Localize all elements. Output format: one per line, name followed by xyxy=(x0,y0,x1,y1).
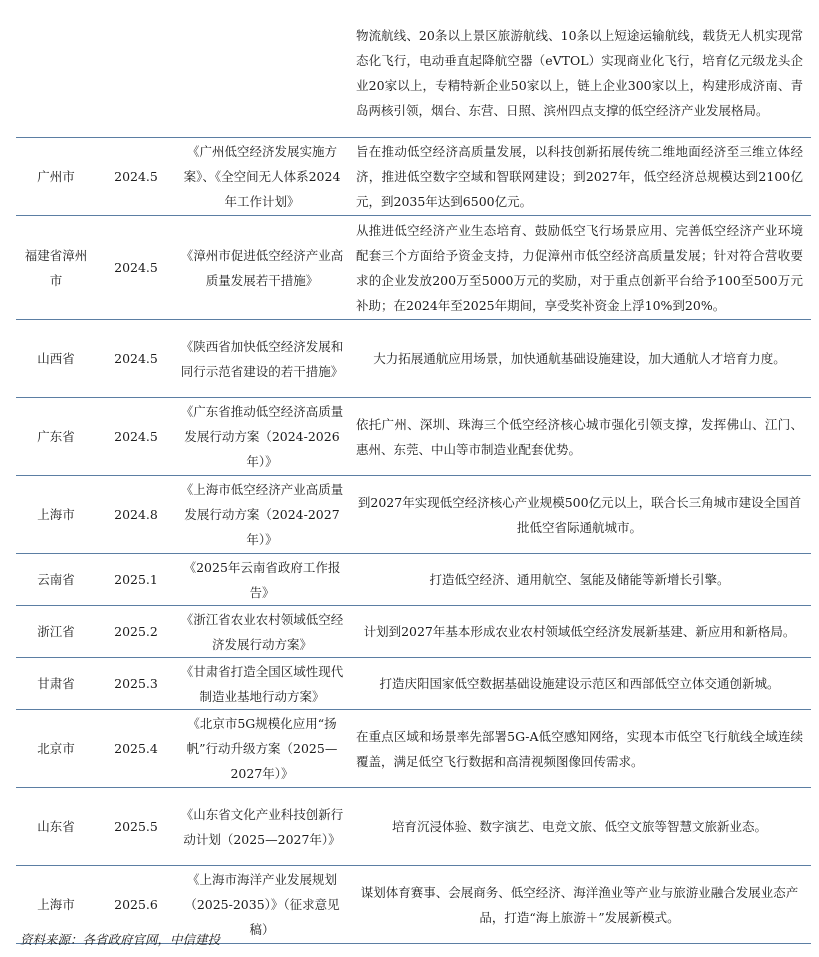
policy-content-cell: 打造庆阳国家低空数据基础设施建设示范区和西部低空立体交通创新城。 xyxy=(379,676,780,691)
policy-name-cell: 《浙江省农业农村领域低空经济发展行动方案》 xyxy=(180,611,344,652)
table-row xyxy=(16,8,811,138)
region-cell: 上海市 xyxy=(37,897,75,912)
date-cell: 2025.6 xyxy=(114,897,158,912)
policy-content-cell: 谋划体育赛事、会展商务、低空经济、海洋渔业等产业与旅游业融合发展业态产品，打造“海上旅游＋”发展新模式。 xyxy=(360,884,799,925)
date-cell: 2025.4 xyxy=(114,741,158,756)
source-note: 资料来源：各省政府官网，中信建投 xyxy=(20,932,221,947)
table-row xyxy=(16,398,811,476)
policy-content-cell: 从推进低空经济产业生态培育、鼓励低空飞行场景应用、完善低空经济产业环境配套三个方面给予资金支持，力促漳州市低空经济高质量发展；针对符合营收要求的企业发放200万至5000万元的奖励，对于重点创新平台给予100至500万元补助；在2024年至2025年期间，享受奖补资金上浮10%到20%。 xyxy=(356,222,803,313)
policy-name-cell: 《上海市海洋产业发展规划（2025-2035）》（征求意见稿） xyxy=(184,872,340,937)
region-cell: 福建省漳州市 xyxy=(24,247,88,288)
date-cell: 2025.2 xyxy=(114,624,158,639)
region-cell: 广州市 xyxy=(37,169,75,184)
table-row xyxy=(16,320,811,398)
policy-name-cell: 《广东省推动低空经济高质量发展行动方案（2024-2026年）》 xyxy=(180,404,344,469)
policy-content-cell: 到2027年实现低空经济核心产业规模500亿元以上，联合长三角城市建设全国首批低空省际通航城市。 xyxy=(357,494,802,535)
table-row xyxy=(16,710,811,788)
policy-table xyxy=(16,8,811,944)
policy-content-cell: 旨在推动低空经济高质量发展，以科技创新拓展传统二维地面经济至三维立体经济，推进低空数字空域和智联网建设；到2027年，低空经济总规模达到2100亿元，到2035年达到6500亿元。 xyxy=(356,144,803,209)
date-cell: 2025.5 xyxy=(114,819,158,834)
table-row xyxy=(16,788,811,866)
policy-name-cell: 《甘肃省打造全国区域性现代制造业基地行动方案》 xyxy=(180,663,344,704)
policy-name-cell: 《陕西省加快低空经济发展和同行示范省建设的若干措施》 xyxy=(180,338,344,379)
policy-content-cell: 物流航线、20条以上景区旅游航线、10条以上短途运输航线，载货无人机实现常态化飞行，电动垂直起降航空器（eVTOL）实现商业化飞行，培育亿元级龙头企业20家以上，专精特新企业50家以上，链上企业300家以上，构建形成济南、青岛两核引领，烟台、东营、日照、滨州四点支撑的低空经济产业发展格局。 xyxy=(356,27,803,118)
policy-content-cell: 计划到2027年基本形成农业农村领域低空经济发展新基建、新应用和新格局。 xyxy=(363,624,796,639)
date-cell: 2024.5 xyxy=(114,429,158,444)
policy-name-cell: 《北京市5G规模化应用“扬帆”行动升级方案（2025—2027年）》 xyxy=(186,716,338,781)
table-row xyxy=(16,476,811,554)
region-cell: 北京市 xyxy=(37,741,75,756)
policy-content-cell: 培育沉浸体验、数字演艺、电竞文旅、低空文旅等智慧文旅新业态。 xyxy=(391,819,767,834)
table-row xyxy=(16,606,811,658)
region-cell: 山东省 xyxy=(37,819,75,834)
table-row xyxy=(16,554,811,606)
region-cell: 云南省 xyxy=(37,572,75,587)
policy-content-cell: 依托广州、深圳、珠海三个低空经济核心城市强化引领支撑，发挥佛山、江门、惠州、东莞、中山等市制造业配套优势。 xyxy=(356,416,803,457)
policy-name-cell: 《广州低空经济发展实施方案》、《全空间无人体系2024年工作计划》 xyxy=(183,144,341,209)
table-row xyxy=(16,138,811,216)
region-cell: 上海市 xyxy=(37,507,75,522)
table-row xyxy=(16,658,811,710)
date-cell: 2024.5 xyxy=(114,260,158,275)
table-row xyxy=(16,216,811,320)
region-cell: 浙江省 xyxy=(37,624,75,639)
region-cell: 甘肃省 xyxy=(37,676,75,691)
policy-content-cell: 打造低空经济、通用航空、氢能及储能等新增长引擎。 xyxy=(429,572,730,587)
region-cell: 山西省 xyxy=(37,351,75,366)
date-cell: 2025.3 xyxy=(114,676,158,691)
policy-name-cell: 《上海市低空经济产业高质量发展行动方案（2024-2027年）》 xyxy=(180,482,344,547)
date-cell: 2024.8 xyxy=(114,507,158,522)
region-cell: 广东省 xyxy=(37,429,75,444)
policy-name-cell: 《漳州市促进低空经济产业高质量发展若干措施》 xyxy=(180,247,344,288)
policy-name-cell: 《山东省文化产业科技创新行动计划（2025—2027年）》 xyxy=(180,806,344,847)
date-cell: 2024.5 xyxy=(114,169,158,184)
policy-content-cell: 大力拓展通航应用场景，加快通航基础设施建设，加大通航人才培育力度。 xyxy=(373,351,786,366)
date-cell: 2025.1 xyxy=(114,572,158,587)
policy-name-cell: 《2025年云南省政府工作报告》 xyxy=(183,559,341,600)
date-cell: 2024.5 xyxy=(114,351,158,366)
policy-content-cell: 在重点区域和场景率先部署5G-A低空感知网络，实现本市低空飞行航线全域连续覆盖，满足低空飞行数据和高清视频图像回传需求。 xyxy=(356,728,803,769)
